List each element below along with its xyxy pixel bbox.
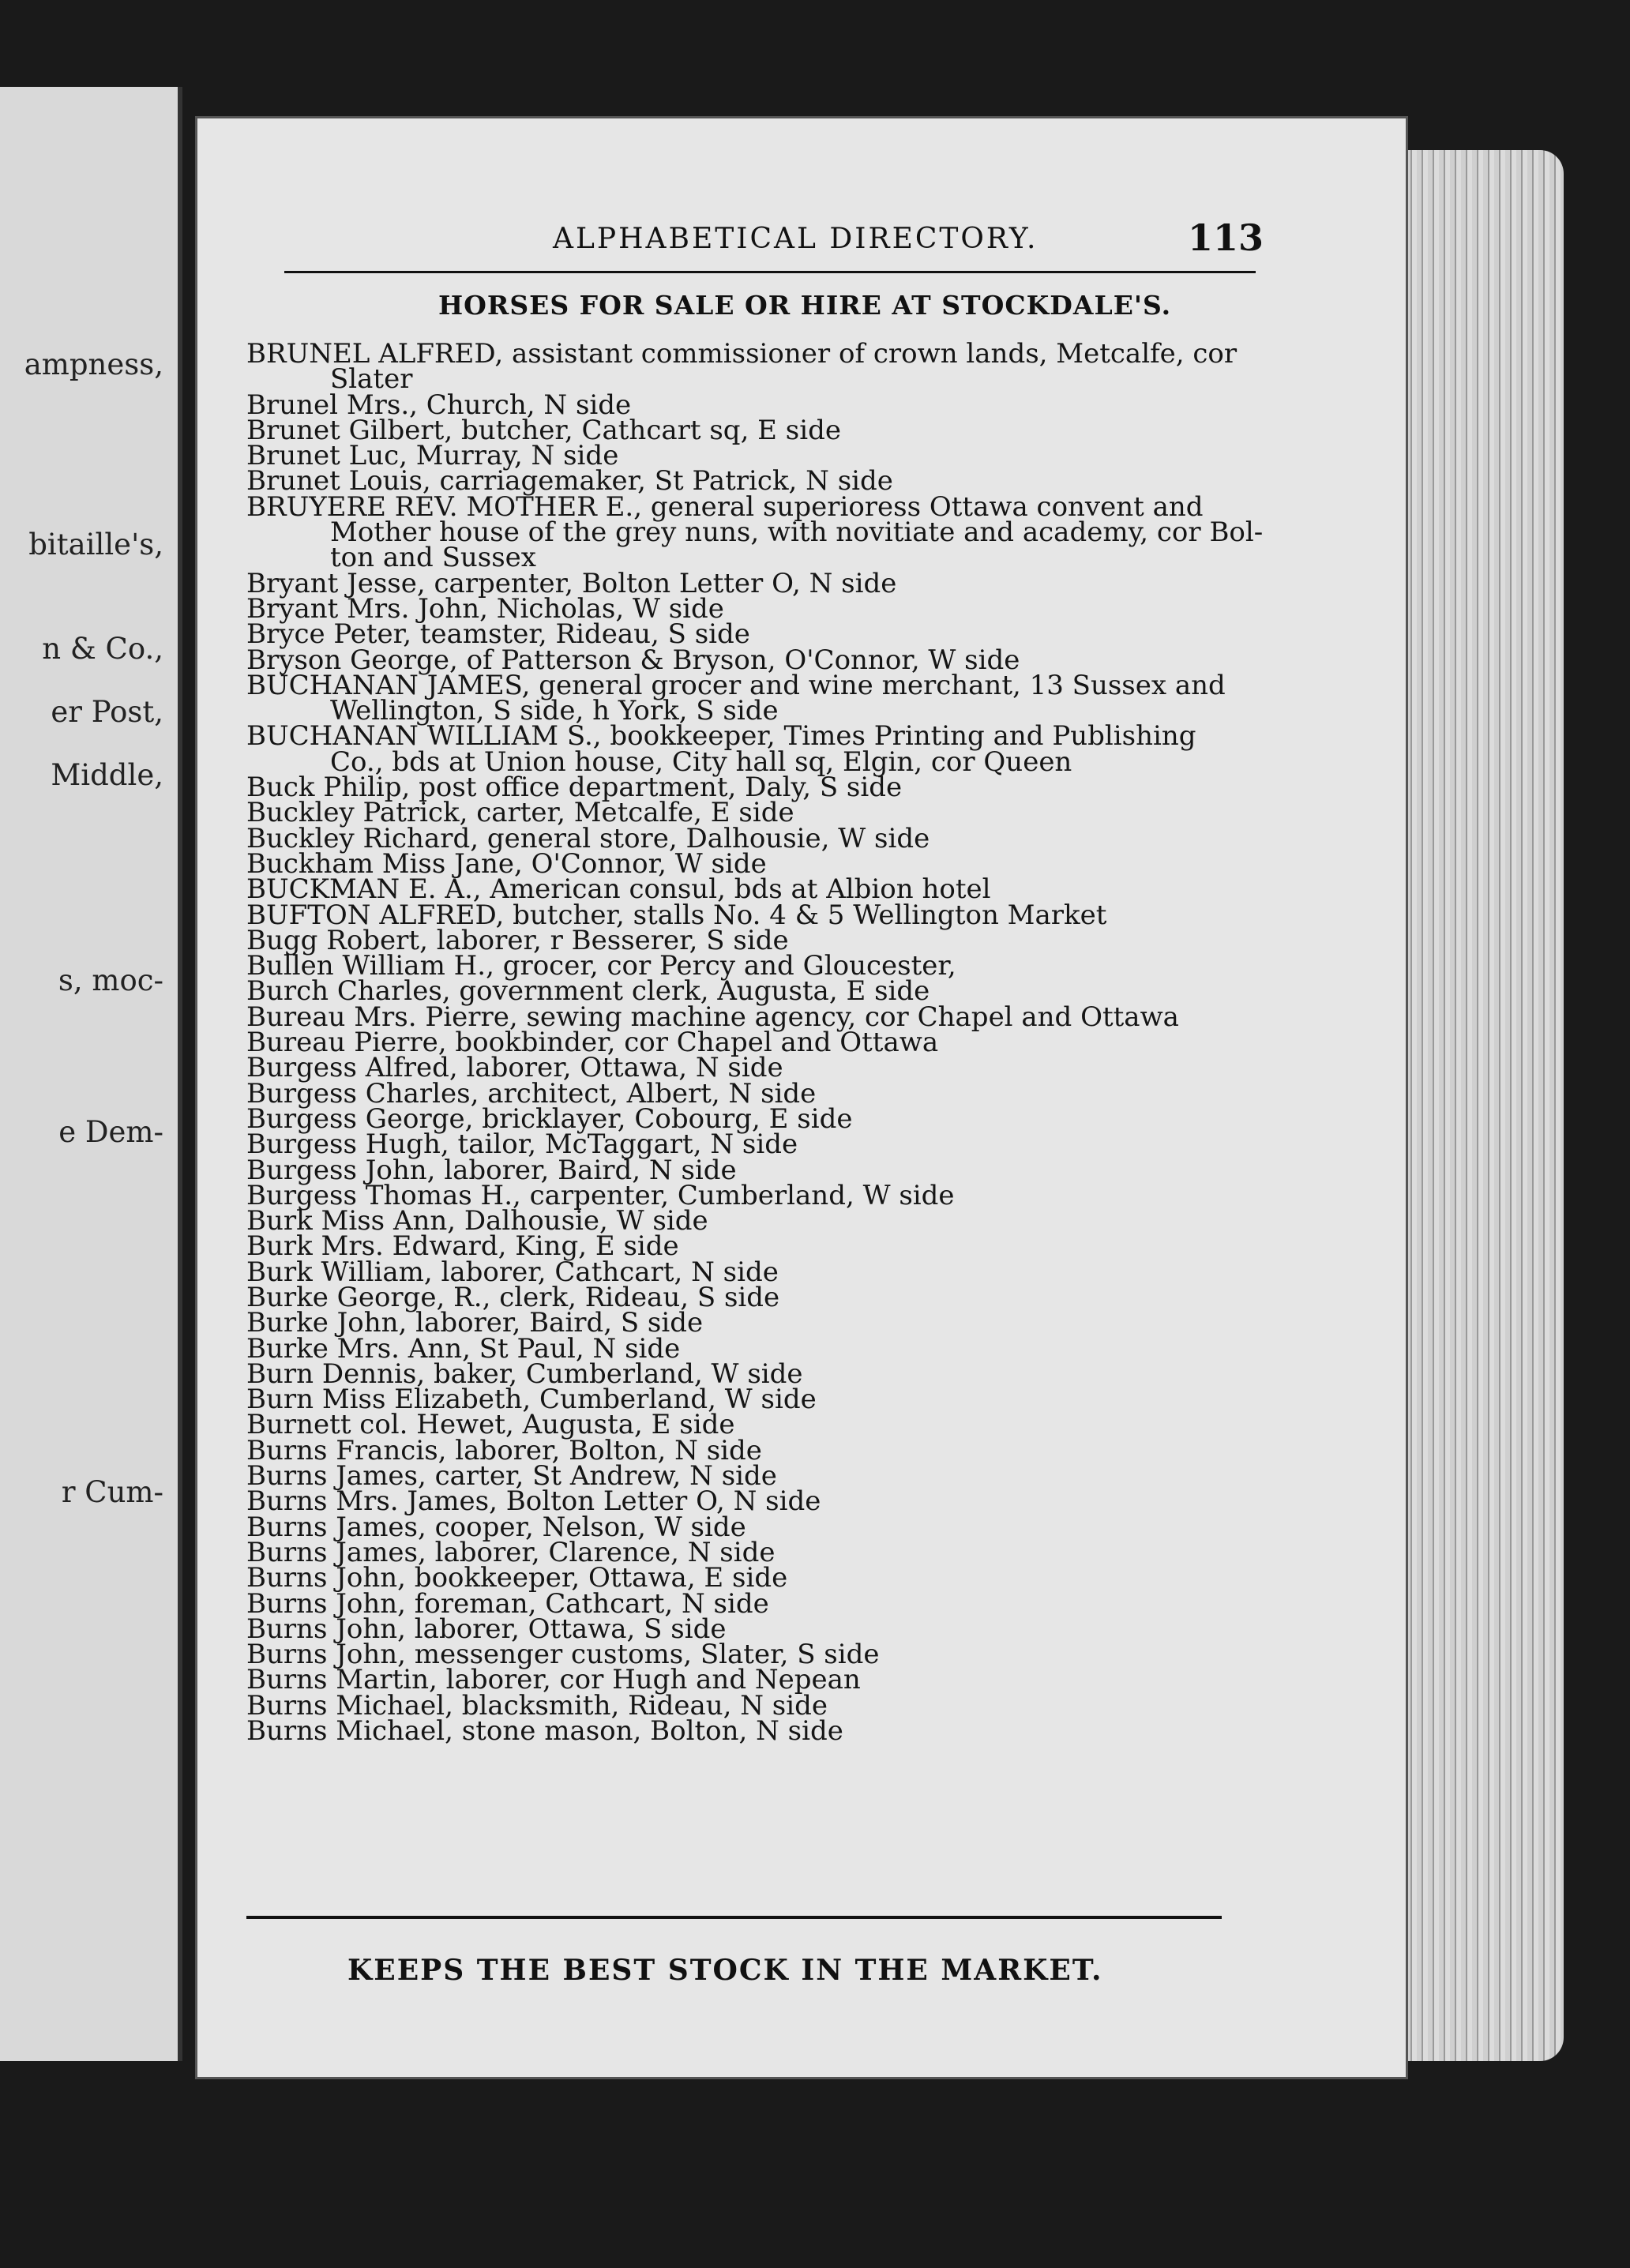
directory-entry: Buckham Miss Jane, O'Connor, W side [246,847,767,880]
footer-rule [246,1916,1222,1919]
running-header [284,216,1264,270]
directory-entry: BUFTON ALFRED, butcher, stalls No. 4 & 5 Wellington Market [246,899,1107,931]
directory-entry: Burke George, R., clerk, Rideau, S side [246,1281,780,1313]
directory-entry: Burn Miss Elizabeth, Cumberland, W side [246,1384,817,1416]
directory-entry: Brunet Louis, carriagemaker, St Patrick, N side [246,465,893,498]
directory-entry: Burk William, laborer, Cathcart, N side [246,1256,779,1288]
directory-entry: Bullen William H., grocer, cor Percy and Gloucester, [246,950,956,982]
directory-entry: Burns Michael, stone mason, Bolton, N side [246,1715,843,1748]
directory-entry: Buck Philip, post office department, Daly, S side [246,772,903,804]
directory-entry: Burns John, bookkeeper, Ottawa, E side [246,1562,788,1594]
directory-entry: Bugg Robert, laborer, r Besserer, S side [246,924,789,956]
directory-entry: Burch Charles, government clerk, Augusta, E side [246,975,930,1008]
left-page-edge [0,87,182,2061]
left-fragment: ampness, [24,347,163,381]
left-fragment: s, moc- [58,963,163,997]
directory-entry: Burns James, cooper, Nelson, W side [246,1511,746,1543]
page-stack-edge [1406,150,1564,2061]
directory-entry-continuation: ton and Sussex [330,542,536,574]
directory-entry: Burgess Alfred, laborer, Ottawa, N side [246,1052,783,1084]
directory-entry: Brunet Gilbert, butcher, Cathcart sq, E side [246,414,842,446]
directory-entry: Brunet Luc, Murray, N side [246,440,619,472]
directory-entry: Burke Mrs. Ann, St Paul, N side [246,1332,681,1365]
directory-entry: Burns James, laborer, Clarence, N side [246,1536,776,1568]
directory-entry: Burgess George, bricklayer, Cobourg, E side [246,1102,853,1135]
directory-entry-continuation: Slater [330,363,413,396]
directory-entry: Burns Mrs. James, Bolton Letter O, N side [246,1485,821,1518]
left-fragment: r Cum- [61,1475,163,1509]
directory-entry: Burns John, laborer, Ottawa, S side [246,1613,727,1645]
directory-entry: Bureau Mrs. Pierre, sewing machine agency, cor Chapel and Ottawa [246,1001,1179,1033]
directory-entry: BUCHANAN JAMES, general grocer and wine merchant, 13 Sussex and [246,669,1226,701]
page-number: 113 [1187,216,1264,259]
directory-entry: Burns Martin, laborer, cor Hugh and Nepean [246,1664,861,1696]
directory-entry: BRUYERE REV. MOTHER E., general superioress Ottawa convent and [246,490,1204,523]
directory-entry: Bryce Peter, teamster, Rideau, S side [246,618,750,651]
directory-entries [246,338,1273,1748]
directory-entry: Burns John, foreman, Cathcart, N side [246,1587,769,1620]
directory-entry: BUCKMAN E. A., American consul, bds at Albion hotel [246,873,991,906]
directory-entry: Burke John, laborer, Baird, S side [246,1307,704,1339]
left-fragment: er Post, [51,695,163,729]
left-fragment: bitaille's, [28,528,163,561]
directory-entry: Bryson George, of Patterson & Bryson, O'Connor, W side [246,644,1020,676]
advertisement-bottom: KEEPS THE BEST STOCK IN THE MARKET. [347,1954,1103,1987]
directory-entry: Burgess Charles, architect, Albert, N side [246,1077,817,1110]
left-fragment: e Dem- [58,1115,163,1149]
directory-entry: Burns James, carter, St Andrew, N side [246,1460,777,1493]
directory-entry: Burnett col. Hewet, Augusta, E side [246,1409,735,1441]
directory-entry: Buckley Richard, general store, Dalhousie, W side [246,822,930,854]
left-fragment: Middle, [51,758,163,792]
directory-entry: BUCHANAN WILLIAM S., bookkeeper, Times Printing and Publishing [246,720,1196,753]
directory-entry: Burn Dennis, baker, Cumberland, W side [246,1357,803,1390]
directory-entry: Burns John, messenger customs, Slater, S side [246,1639,880,1671]
directory-entry: Burgess Hugh, tailor, McTaggart, N side [246,1128,798,1161]
directory-entry: Burns Francis, laborer, Bolton, N side [246,1434,762,1466]
directory-entry: Buckley Patrick, carter, Metcalfe, E side [246,797,794,829]
directory-entry: Brunel Mrs., Church, N side [246,389,632,421]
directory-entry: Bryant Mrs. John, Nicholas, W side [246,592,724,625]
directory-entry: Burns Michael, blacksmith, Rideau, N side [246,1689,828,1722]
directory-entry: Burk Mrs. Edward, King, E side [246,1230,679,1263]
directory-entry-continuation: Wellington, S side, h York, S side [330,695,779,727]
advertisement-top: HORSES FOR SALE OR HIRE AT STOCKDALE'S. [438,290,1172,321]
directory-entry: BRUNEL ALFRED, assistant commissioner of crown lands, Metcalfe, cor [246,338,1238,370]
left-fragment: n & Co., [42,632,163,666]
directory-entry: Bryant Jesse, carpenter, Bolton Letter O, N side [246,567,897,599]
directory-entry: Bureau Pierre, bookbinder, cor Chapel and Ottawa [246,1027,939,1059]
directory-entry: Burgess John, laborer, Baird, N side [246,1154,737,1186]
directory-entry: Burk Miss Ann, Dalhousie, W side [246,1205,708,1237]
running-title: ALPHABETICAL DIRECTORY. [553,223,1038,255]
directory-entry-continuation: Co., bds at Union house, City hall sq, Elgin, cor Queen [330,745,1072,778]
header-rule [284,271,1256,273]
directory-entry: Burgess Thomas H., carpenter, Cumberland, W side [246,1179,955,1211]
directory-entry-continuation: Mother house of the grey nuns, with novitiate and academy, cor Bol- [330,516,1264,549]
